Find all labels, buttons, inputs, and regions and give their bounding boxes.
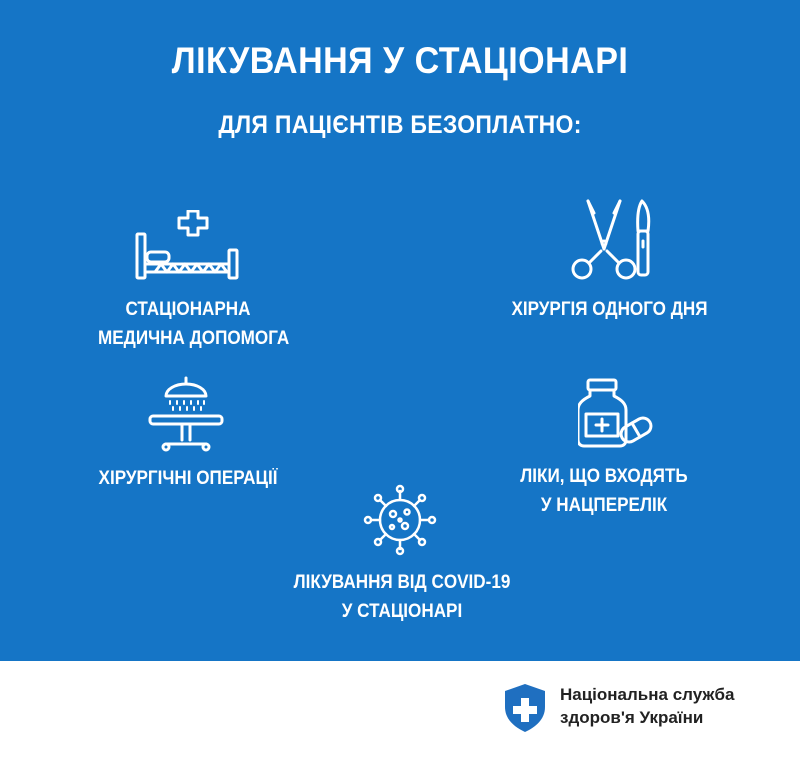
service-label-inpatient-care: СТАЦІОНАРНА МЕДИЧНА ДОПОМОГА <box>98 299 290 349</box>
service-label-covid-treatment: ЛІКУВАННЯ ВІД COVID-19 У СТАЦІОНАРІ <box>293 572 511 622</box>
operating-table-icon <box>146 376 226 454</box>
organization-name <box>560 683 734 729</box>
scissors-scalpel-icon <box>566 197 658 281</box>
medicine-bottle-pill-icon <box>578 378 654 448</box>
page-title: ЛІКУВАННЯ У СТАЦІОНАРІ <box>171 40 629 81</box>
nszu-shield-logo-icon <box>503 683 547 738</box>
service-label-surgical-operations: ХІРУРГІЧНІ ОПЕРАЦІЇ <box>98 468 278 489</box>
organization-name-line2: здоров'я України <box>560 708 704 727</box>
service-label-day-surgery: ХІРУРГІЯ ОДНОГО ДНЯ <box>511 299 708 320</box>
hospital-bed-icon <box>133 210 243 282</box>
organization-name-line1: Національна служба <box>560 685 735 704</box>
coronavirus-icon <box>361 484 439 556</box>
page-subtitle: ДЛЯ ПАЦІЄНТІВ БЕЗОПЛАТНО: <box>218 111 582 139</box>
service-label-national-medicines: ЛІКИ, ЩО ВХОДЯТЬ У НАЦПЕРЕЛІК <box>520 466 688 516</box>
